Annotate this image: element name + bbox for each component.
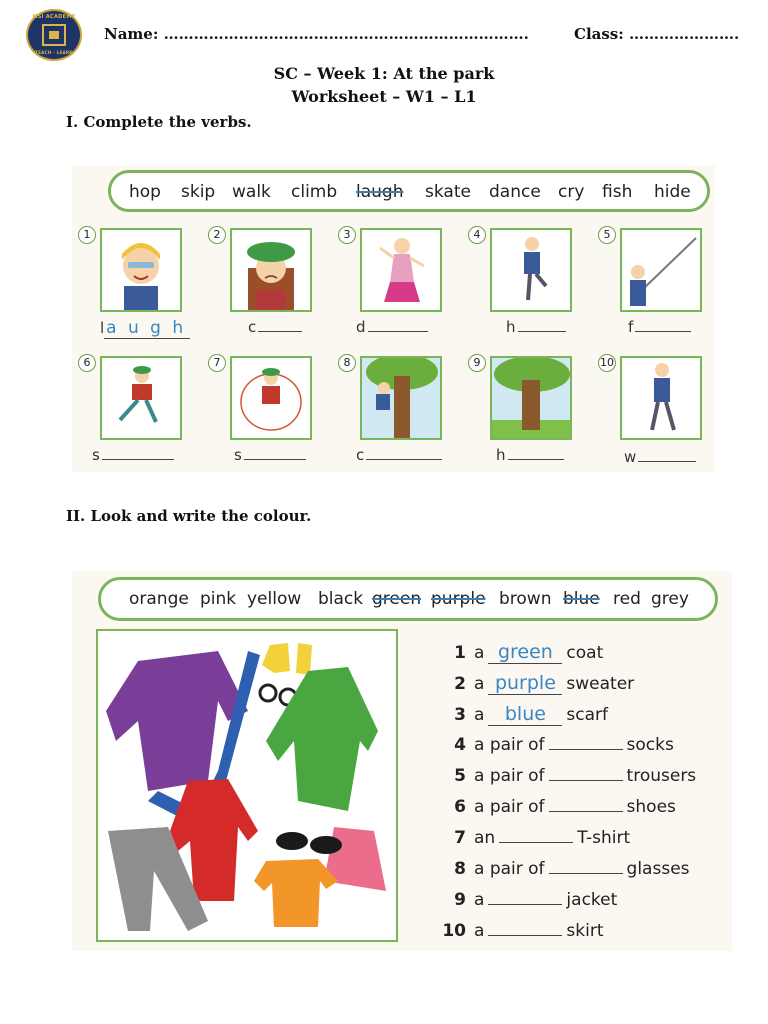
girl-skating-picture <box>100 356 182 440</box>
girl-crying-picture <box>230 228 312 312</box>
colour-row-4[interactable]: 4 a pair of socks <box>454 735 674 755</box>
colour-word-crossed: green <box>372 589 422 609</box>
answer-9[interactable]: h <box>496 446 564 464</box>
colour-word: orange <box>129 589 189 609</box>
boy-fishing-picture <box>620 228 702 312</box>
colour-word: pink <box>200 589 237 609</box>
colour-row-10[interactable]: 10 a skirt <box>442 921 604 941</box>
item-number: 3 <box>338 226 356 244</box>
item-number: 8 <box>338 354 356 372</box>
colour-word: grey <box>651 589 689 609</box>
boy-hiding-picture <box>490 356 572 440</box>
answer-7[interactable]: s <box>234 446 306 464</box>
verb-word: climb <box>291 182 338 202</box>
colour-word-crossed: blue <box>563 589 600 609</box>
worksheet-subtitle: Worksheet – W1 – L1 <box>291 87 477 106</box>
section2-heading: II. Look and write the colour. <box>66 507 312 525</box>
colour-word: red <box>613 589 641 609</box>
answer-8[interactable]: c <box>356 446 442 464</box>
boy-walking-picture <box>620 356 702 440</box>
glasses <box>260 685 276 701</box>
girl-dancing-picture <box>360 228 442 312</box>
item-number: 6 <box>78 354 96 372</box>
class-field-label: Class: …………………. <box>574 25 740 43</box>
colour-row-3[interactable]: 3 a blue scarf <box>454 703 609 725</box>
section1-heading: I. Complete the verbs. <box>66 113 252 131</box>
clothes-illustration <box>96 629 398 942</box>
colour-row-2[interactable]: 2 a purple sweater <box>454 672 635 694</box>
colour-row-7[interactable]: 7 an T-shirt <box>454 828 631 848</box>
logo-text-top: MSI ACADEMY <box>32 14 76 20</box>
answer-1[interactable]: l a u g h <box>100 318 190 338</box>
colour-exercise-panel <box>72 571 732 951</box>
verb-word: fish <box>602 182 633 202</box>
item-number: 2 <box>208 226 226 244</box>
item-number: 4 <box>468 226 486 244</box>
answer-2[interactable]: c <box>248 318 302 336</box>
item-number: 1 <box>78 226 96 244</box>
name-field-label: Name: ………………………………………………………………. <box>104 25 529 43</box>
colour-word: brown <box>499 589 552 609</box>
verb-word: walk <box>232 182 271 202</box>
item-number: 5 <box>598 226 616 244</box>
colour-word: black <box>318 589 364 609</box>
colour-word-crossed: purple <box>431 589 486 609</box>
yellow-socks <box>262 643 290 673</box>
item-number: 7 <box>208 354 226 372</box>
answer-4[interactable]: h <box>506 318 566 336</box>
verb-word-crossed: laugh <box>356 182 404 202</box>
worksheet-title: SC – Week 1: At the park <box>273 64 495 83</box>
colour-row-9[interactable]: 9 a jacket <box>454 890 618 910</box>
boy-hopping-picture <box>490 228 572 312</box>
colour-word-bank <box>98 577 718 621</box>
verbs-exercise-panel <box>72 166 715 472</box>
answer-3[interactable]: d <box>356 318 428 336</box>
colour-word: yellow <box>247 589 302 609</box>
item-number: 9 <box>468 354 486 372</box>
boy-laughing-picture <box>100 228 182 312</box>
girl-skipping-picture <box>230 356 312 440</box>
verb-word: hop <box>129 182 161 202</box>
item-number: 10 <box>598 354 616 372</box>
answer-5[interactable]: f <box>628 318 691 336</box>
verb-word: hide <box>654 182 691 202</box>
answer-6[interactable]: s <box>92 446 174 464</box>
verb-word: skip <box>181 182 216 202</box>
answer-10[interactable]: w <box>624 448 696 466</box>
school-logo <box>26 9 82 61</box>
black-shoes <box>276 832 308 850</box>
green-coat <box>266 667 378 811</box>
logo-text-bottom: TEACH · LEARN <box>35 50 73 55</box>
verb-word: skate <box>425 182 471 202</box>
colour-row-1[interactable]: 1 a green coat <box>454 641 604 663</box>
verb-word: dance <box>489 182 541 202</box>
colour-row-8[interactable]: 8 a pair of glasses <box>454 859 690 879</box>
colour-row-5[interactable]: 5 a pair of trousers <box>454 766 697 786</box>
boy-climbing-picture <box>360 356 442 440</box>
verb-word-bank <box>108 170 710 212</box>
colour-row-6[interactable]: 6 a pair of shoes <box>454 797 676 817</box>
orange-tshirt <box>254 859 338 927</box>
verb-word: cry <box>558 182 585 202</box>
